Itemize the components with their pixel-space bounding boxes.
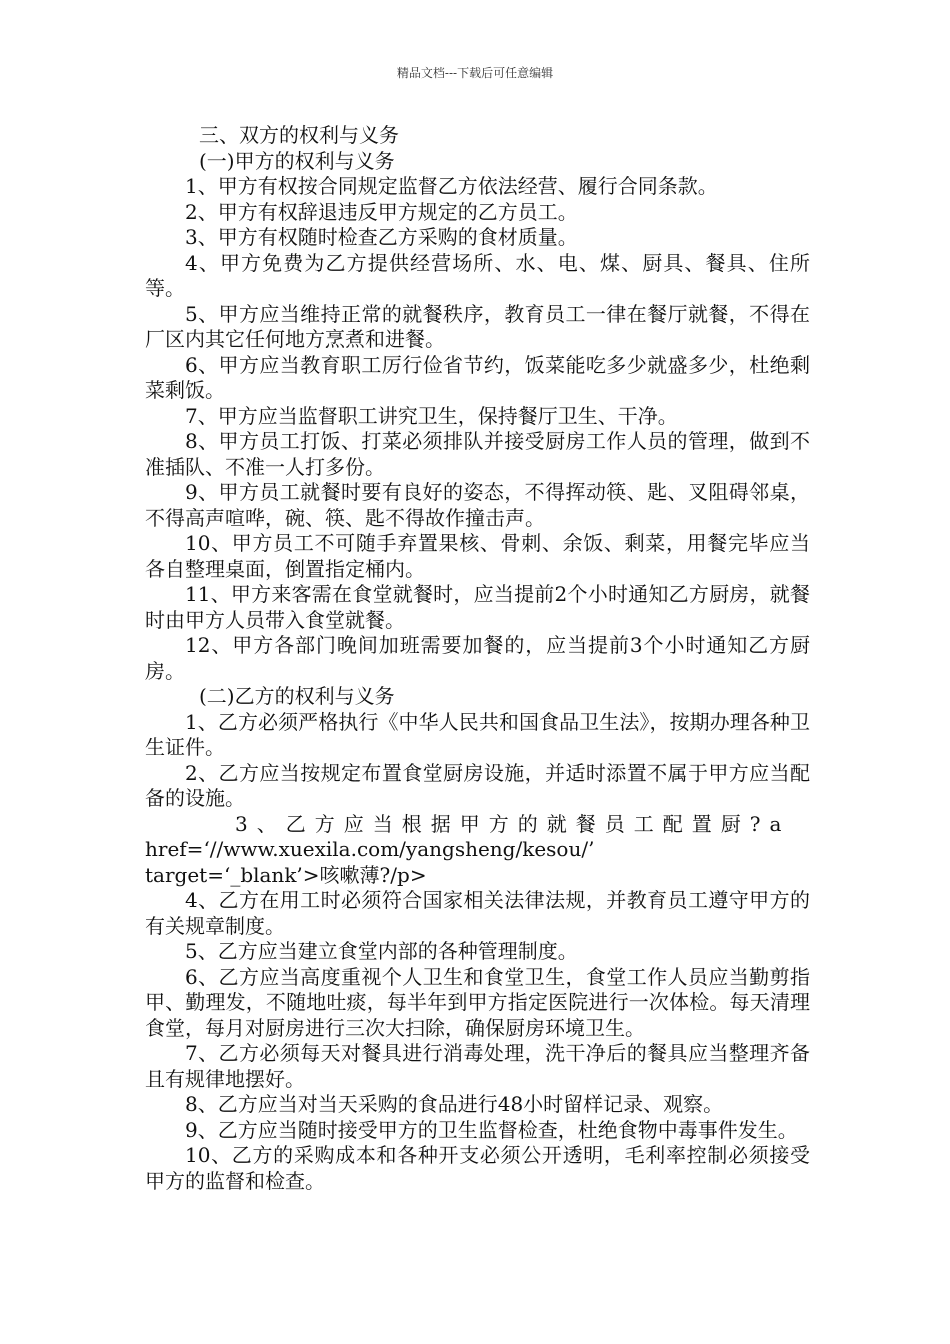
part-a-item: 2、甲方有权辞退违反甲方规定的乙方员工。 bbox=[185, 199, 578, 224]
part-a-item: 12、甲方各部门晚间加班需要加餐的，应当提前3个小时通知乙方厨房。 bbox=[145, 633, 810, 683]
part-a-item: 3、甲方有权随时检查乙方采购的食材质量。 bbox=[185, 225, 578, 249]
part-b-item3-line3: target=‘_blank’>咳嗽薄?/p> bbox=[145, 862, 427, 887]
document-body bbox=[145, 123, 810, 1194]
part-b-item: 4、乙方在用工时必须符合国家相关法律法规，并教育员工遵守甲方的有关规章制度。 bbox=[145, 888, 810, 938]
part-a-item: 6、甲方应当教育职工厉行俭省节约，饭菜能吃多少就盛多少，杜绝剩菜剩饭。 bbox=[145, 352, 810, 402]
part-b-item: 6、乙方应当高度重视个人卫生和食堂卫生，食堂工作人员应当勤剪指甲、勤理发，不随地吐痰，每半年到甲方指定医院进行一次体检。每天清理食堂，每月对厨房进行三次大扫除，确保厨房环境卫生。 bbox=[145, 964, 810, 1040]
part-b-item3-line1: 3、乙方应当根据甲方的就餐员工配置厨?a bbox=[235, 811, 791, 836]
part-b-item: 8、乙方应当对当天采购的食品进行48小时留样记录、观察。 bbox=[185, 1092, 724, 1116]
part-b-item: 2、乙方应当按规定布置食堂厨房设施，并适时添置不属于甲方应当配备的设施。 bbox=[145, 760, 810, 810]
part-a-item: 7、甲方应当监督职工讲究卫生，保持餐厅卫生、干净。 bbox=[185, 403, 678, 428]
part-b-item: 7、乙方必须每天对餐具进行消毒处理，洗干净后的餐具应当整理齐备且有规律地摆好。 bbox=[145, 1041, 810, 1091]
section-title: 三、双方的权利与义务 bbox=[199, 123, 399, 147]
part-a-item: 11、甲方来客需在食堂就餐时，应当提前2个小时通知乙方厨房，就餐时由甲方人员带入食堂就餐。 bbox=[145, 582, 810, 632]
part-b-item: 1、乙方必须严格执行《中华人民共和国食品卫生法》，按期办理各种卫生证件。 bbox=[145, 709, 810, 759]
part-b-item: 9、乙方应当随时接受甲方的卫生监督检查，杜绝食物中毒事件发生。 bbox=[185, 1117, 798, 1142]
part-a-item: 8、甲方员工打饭、打菜必须排队并接受厨房工作人员的管理，做到不准插队、不准一人打多份。 bbox=[145, 429, 810, 479]
part-a-title: (一)甲方的权利与义务 bbox=[199, 148, 395, 173]
page-header: 精品文档---下载后可任意编辑 bbox=[396, 66, 554, 80]
part-b-item: 10、乙方的采购成本和各种开支必须公开透明，毛利率控制必须接受甲方的监督和检查。 bbox=[145, 1143, 810, 1193]
part-a-item: 5、甲方应当维持正常的就餐秩序，教育员工一律在餐厅就餐，不得在厂区内其它任何地方烹煮和进餐。 bbox=[145, 301, 810, 351]
part-b-item: 5、乙方应当建立食堂内部的各种管理制度。 bbox=[185, 939, 578, 963]
part-b-item3-line2: href=‘//www.xuexila.com/yangsheng/kesou/’ bbox=[145, 837, 595, 861]
part-a-item: 4、甲方免费为乙方提供经营场所、水、电、煤、厨具、餐具、住所等。 bbox=[145, 250, 810, 300]
part-a-item: 10、甲方员工不可随手弃置果核、骨刺、余饭、剩菜，用餐完毕应当各自整理桌面，倒置指定桶内。 bbox=[145, 531, 810, 581]
part-a-item: 9、甲方员工就餐时要有良好的姿态，不得挥动筷、匙、叉阻碍邻桌，不得高声喧哗，碗、筷、匙不得故作撞击声。 bbox=[145, 480, 810, 530]
part-b-title: (二)乙方的权利与义务 bbox=[199, 684, 395, 708]
part-a-item: 1、甲方有权按合同规定监督乙方依法经营、履行合同条款。 bbox=[185, 174, 718, 198]
